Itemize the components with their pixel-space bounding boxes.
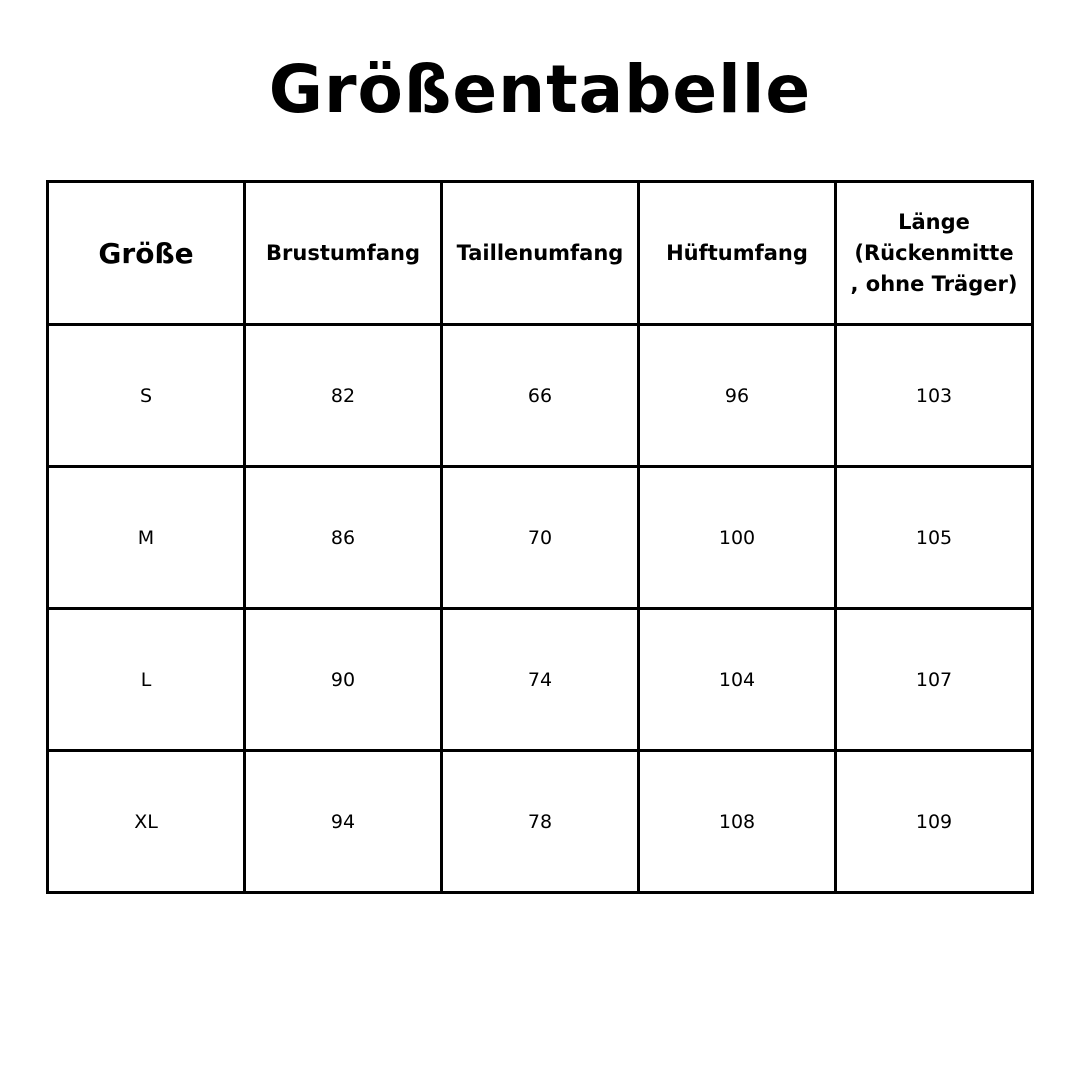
- cell-hip: 104: [639, 609, 836, 751]
- cell-chest: 86: [245, 467, 442, 609]
- page-title: Größentabelle: [268, 51, 812, 128]
- cell-hip: 108: [639, 751, 836, 893]
- cell-waist: 66: [442, 325, 639, 467]
- cell-chest: 90: [245, 609, 442, 751]
- table-row: [48, 467, 1033, 609]
- cell-length: 103: [836, 325, 1033, 467]
- cell-chest: 94: [245, 751, 442, 893]
- cell-size: M: [48, 467, 245, 609]
- header-waist: Taillenumfang: [442, 182, 639, 325]
- cell-waist: 70: [442, 467, 639, 609]
- cell-length: 109: [836, 751, 1033, 893]
- size-chart-table: [46, 180, 1034, 894]
- table-row: [48, 609, 1033, 751]
- header-chest: Brustumfang: [245, 182, 442, 325]
- table-row: [48, 325, 1033, 467]
- cell-size: S: [48, 325, 245, 467]
- table-header-row: [48, 182, 1033, 325]
- cell-length: 105: [836, 467, 1033, 609]
- cell-size: L: [48, 609, 245, 751]
- header-hip: Hüftumfang: [639, 182, 836, 325]
- cell-chest: 82: [245, 325, 442, 467]
- cell-waist: 74: [442, 609, 639, 751]
- table-row: [48, 751, 1033, 893]
- cell-waist: 78: [442, 751, 639, 893]
- header-size: Größe: [48, 182, 245, 325]
- header-length: Länge (Rückenmitte , ohne Träger): [836, 182, 1033, 325]
- cell-length: 107: [836, 609, 1033, 751]
- cell-hip: 100: [639, 467, 836, 609]
- cell-size: XL: [48, 751, 245, 893]
- cell-hip: 96: [639, 325, 836, 467]
